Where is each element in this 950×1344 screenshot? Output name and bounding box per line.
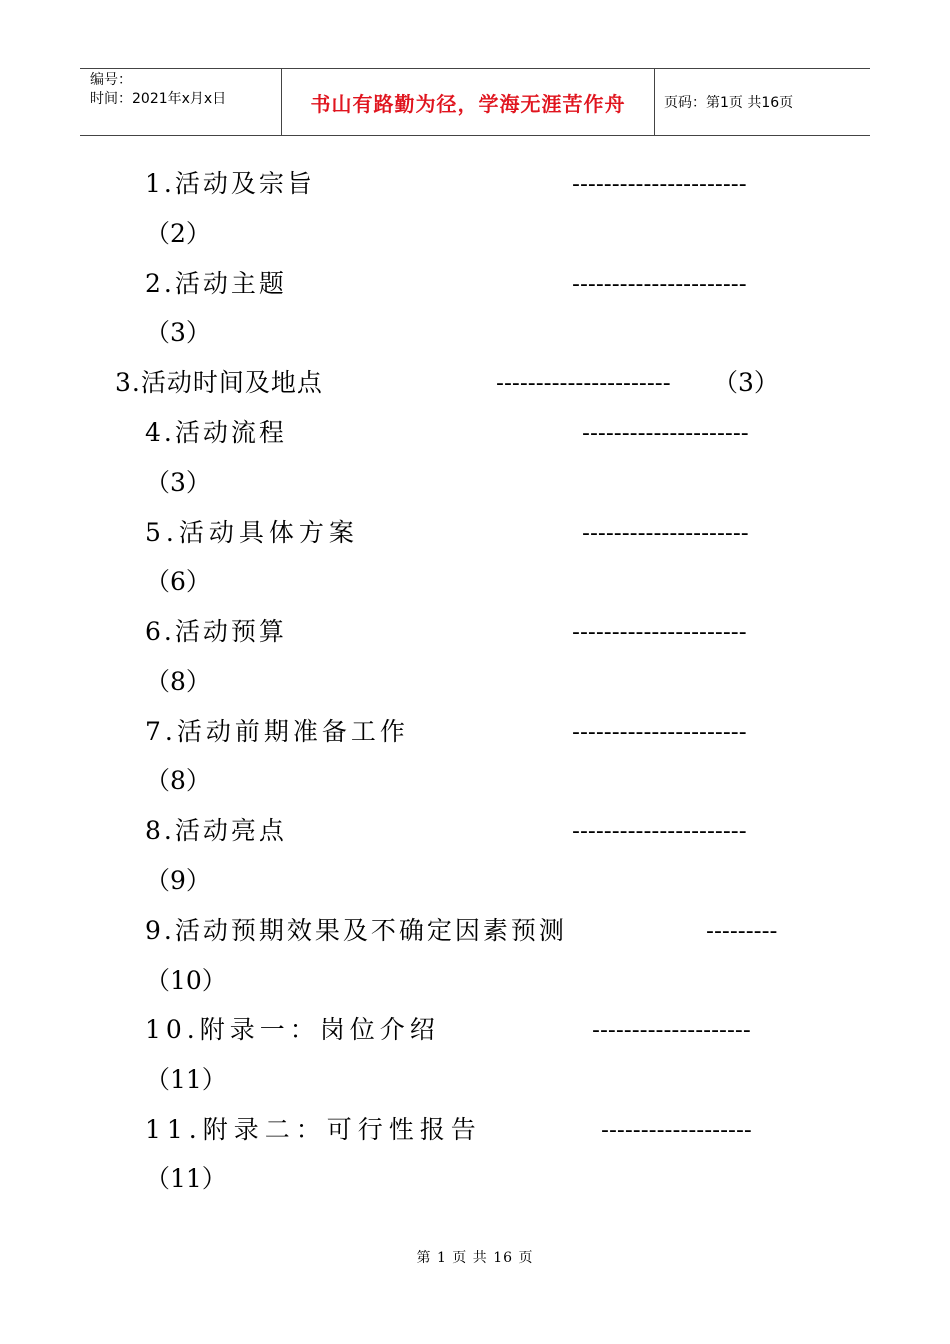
toc-entry-page: （8） [145, 667, 211, 696]
header-meta-cell [80, 69, 282, 135]
header-time-label: 时间：2021年x月x日 [90, 91, 227, 107]
toc-entry-leader: ---------------------- [572, 172, 747, 197]
toc-entry-title: 1.活动及宗旨 [145, 169, 315, 198]
toc-entry-leader: --------- [706, 919, 778, 944]
toc-entry-page: （9） [145, 866, 211, 895]
toc-entry-page: （11） [145, 1065, 227, 1094]
toc-entry-leader: --------------------- [582, 421, 749, 446]
toc-entry-leader: -------------------- [592, 1018, 751, 1043]
toc-entry-title: 5.活动具体方案 [145, 518, 359, 547]
toc-entry-page: （2） [145, 219, 211, 248]
toc-entry-title: 7.活动前期准备工作 [145, 717, 409, 746]
toc-entry-title: 2.活动主题 [145, 269, 287, 298]
toc-entry-title: 4.活动流程 [145, 418, 287, 447]
toc-entry-title: 9.活动预期效果及不确定因素预测 [145, 916, 567, 945]
toc-entry-page: （10） [145, 966, 227, 995]
toc-entry-page: （11） [145, 1164, 227, 1193]
toc-entry-page: （3） [713, 368, 779, 397]
toc-entry-page: （8） [145, 766, 211, 795]
toc-entry-page: （6） [145, 567, 211, 596]
toc-entry-page: （3） [145, 318, 211, 347]
toc-entry-title: 11.附录二：可行性报告 [145, 1115, 482, 1144]
toc-entry-title: 8.活动亮点 [145, 816, 287, 845]
toc-entry-leader: ---------------------- [496, 371, 671, 396]
document-header [80, 68, 870, 136]
toc-entry-leader: --------------------- [582, 521, 749, 546]
header-motto-cell [282, 69, 655, 135]
header-number-label: 编号： [90, 72, 132, 88]
page-footer: 第 1 页 共 16 页 [416, 1250, 534, 1266]
toc-entry-title: 6.活动预算 [145, 617, 287, 646]
header-page-cell [655, 69, 870, 135]
toc-entry-leader: ------------------- [601, 1118, 752, 1143]
toc-entry-title: 3.活动时间及地点 [115, 368, 323, 397]
toc-entry-leader: ---------------------- [572, 819, 747, 844]
header-motto: 书山有路勤为径，学海无涯苦作舟 [310, 91, 626, 116]
toc-entry-title: 10.附录一：岗位介绍 [145, 1015, 440, 1044]
toc-entry-leader: ---------------------- [572, 272, 747, 297]
toc-entry-page: （3） [145, 468, 211, 497]
toc-entry-leader: ---------------------- [572, 720, 747, 745]
toc-entry-leader: ---------------------- [572, 620, 747, 645]
header-page-info: 页码：第1页 共16页 [664, 95, 794, 111]
